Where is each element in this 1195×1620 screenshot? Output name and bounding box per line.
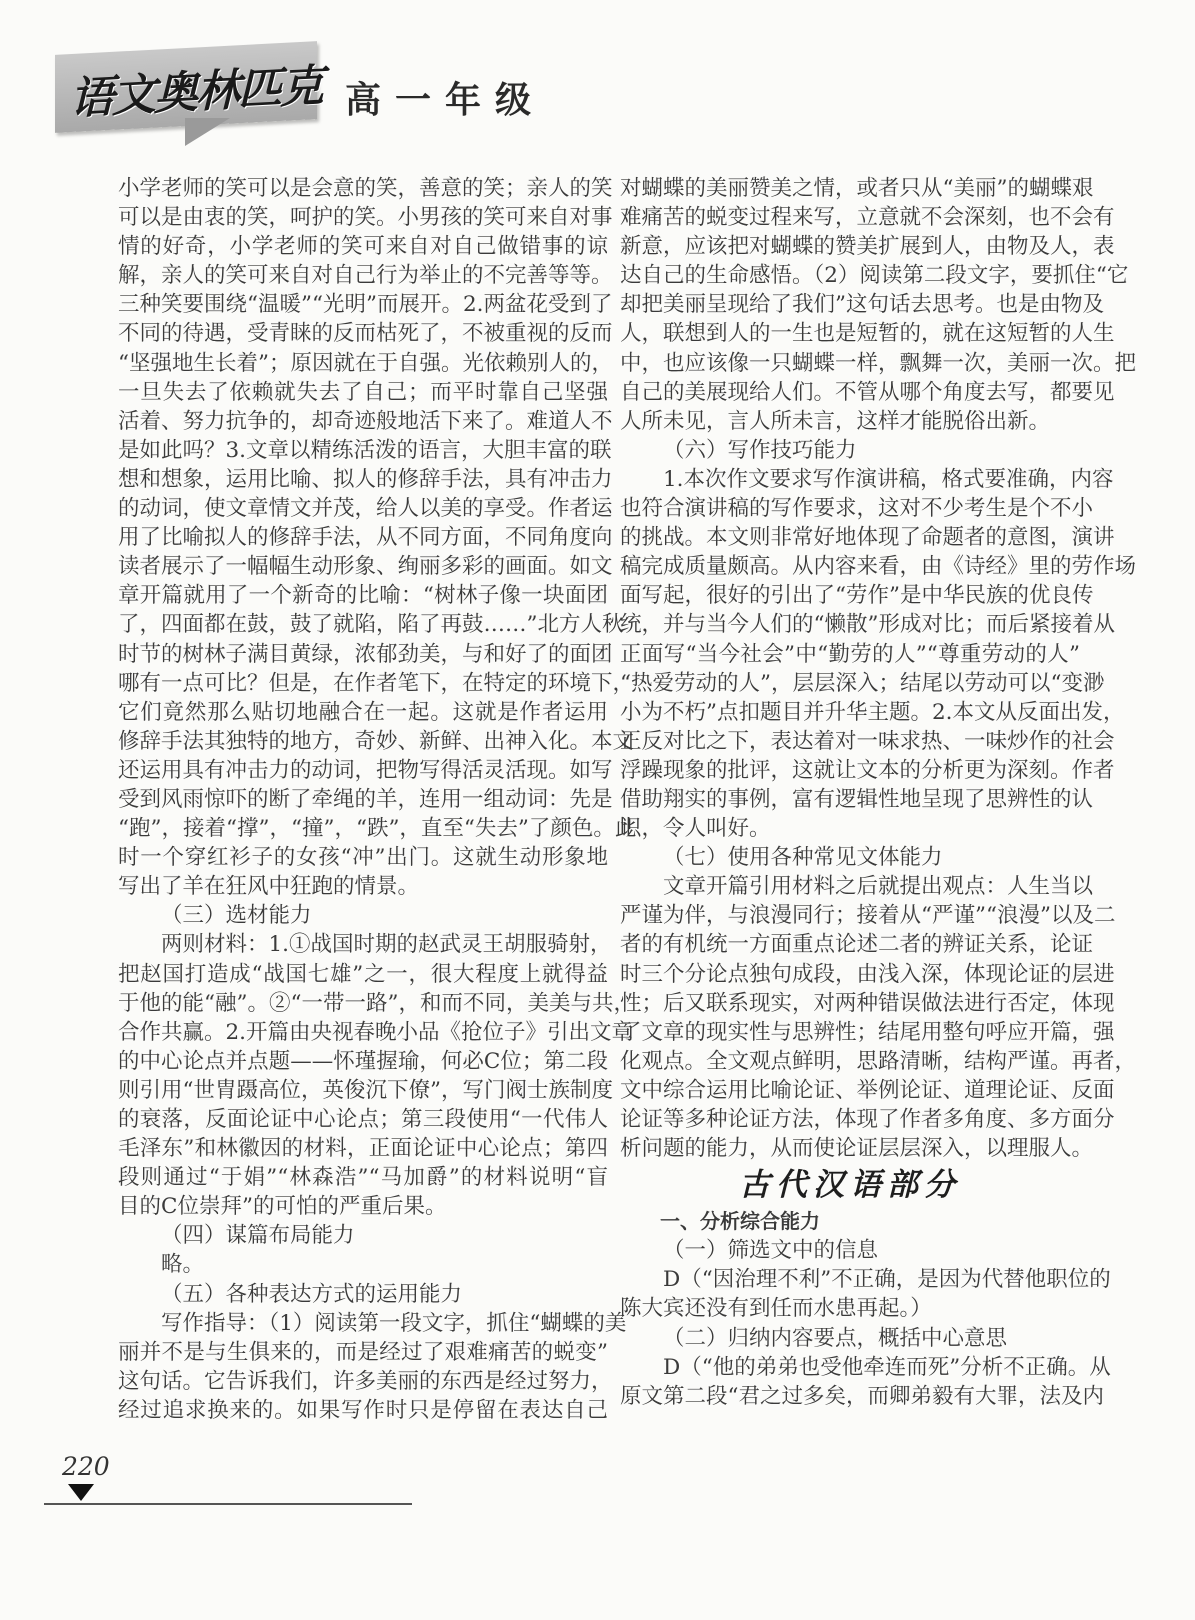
text-line: 面写起，很好的引出了“劳作”是中华民族的优良传	[620, 583, 1094, 609]
text-line: （二）归纳内容要点，概括中心意思	[663, 1325, 1008, 1351]
subheading	[118, 1280, 608, 1309]
text-line: 了，四面都在鼓，鼓了就陷，陷了再鼓……”北方人秋	[118, 612, 624, 638]
text-line: 对蝴蝶的美丽赞美之情，或者只从“美丽”的蝴蝶艰	[620, 176, 1094, 201]
subheading	[620, 436, 1080, 465]
text-line: 则引用“世胄蹑高位，英俊沉下僚”，写门阀士族制度	[118, 1077, 613, 1103]
text-line: 两则材料：1.①战国时期的赵武灵王胡服骑射，	[161, 932, 612, 958]
left-column	[118, 174, 637, 1425]
text-line: 人所未见，言人所未言，这样才能脱俗出新。	[620, 408, 1051, 434]
text-line: 陈大宾还没有到任而水患再起。）	[620, 1296, 932, 1322]
subheading	[118, 1221, 608, 1250]
page-number: 220	[62, 1452, 110, 1481]
paragraph	[620, 872, 1137, 1163]
text-line: 识，令人叫好。	[620, 816, 771, 842]
text-line: 合作共赢。2.开篇由央视春晚小品《抢位子》引出文章	[118, 1019, 634, 1045]
triangle-marker-icon	[68, 1484, 94, 1501]
text-line: 修辞手法其独特的地方，奇妙、新鲜、出神入化。本文	[118, 728, 635, 754]
text-line: 文章开篇引用材料之后就提出观点：人生当以	[663, 874, 1094, 900]
text-line: 严谨为伴，与浪漫同行；接着从“严谨”“浪漫”以及二	[620, 903, 1116, 929]
text-line: D（“因治理不利”不正确，是因为代替他职位的	[663, 1267, 1111, 1293]
footer-rule	[44, 1503, 412, 1505]
text-line: （六）写作技巧能力	[663, 437, 857, 463]
text-line: 不同的待遇，受青睐的反而枯死了，不被重视的反而	[118, 321, 613, 347]
text-line: 1.本次作文要求写作演讲稿，格式要准确，内容	[663, 466, 1114, 492]
text-line: 还运用具有冲击力的动词，把物写得活灵活现。如写	[118, 757, 613, 783]
text-line: “跑”，接着“撑”，“撞”，“跌”，直至“失去”了颜色。此	[118, 816, 637, 842]
subheading	[620, 1324, 1080, 1353]
text-line: 稿完成质量颇高。从内容来看，由《诗经》里的劳作场	[620, 554, 1137, 580]
text-line: 小学老师的笑可以是会意的笑，善意的笑；亲人的笑	[118, 176, 613, 201]
subheading	[620, 1207, 1080, 1236]
text-line: 自己的美展现给人们。不管从哪个角度去写，都要见	[620, 379, 1115, 405]
text-line: 的衰落，反面论证中心论点；第三段使用“一代伟人	[118, 1107, 608, 1132]
text-line: D（“他的弟弟也受他牵连而死”分析不正确。从	[663, 1354, 1111, 1380]
text-line: 解，亲人的笑可来自对自己行为举止的不完善等等。	[118, 263, 613, 289]
text-line: 一旦失去了依赖就失去了自己；而平时靠自己坚强	[118, 379, 608, 405]
text-line: 的中心论点并点题——怀瑾握瑜，何必C位；第二段	[118, 1048, 608, 1074]
section-title: 古代汉语部分	[739, 1167, 961, 1204]
text-line: 经过追求换来的。如果写作时只是停留在表达自己	[118, 1397, 608, 1423]
text-line: 可以是由衷的笑，呵护的笑。小男孩的笑可来自对事	[118, 205, 613, 231]
text-line: 时节的树林子满目黄绿，浓郁劲美，与和好了的面团	[118, 641, 613, 667]
text-line: 化观点。全文观点鲜明，思路清晰，结构严谨。再者，	[620, 1048, 1137, 1074]
series-logo: 语文奥林匹克	[70, 60, 322, 125]
text-line: 却把美丽呈现给了我们”这句话去思考。也是由物及	[620, 292, 1104, 318]
text-line: （五）各种表达方式的运用能力	[161, 1281, 463, 1307]
text-line: 写出了羊在狂风中狂跑的情景。	[118, 874, 420, 900]
text-line: 略。	[161, 1252, 205, 1278]
text-line: 三种笑要围绕“温暖”“光明”而展开。2.两盆花受到了	[118, 292, 613, 318]
text-line: “坚强地生长着”；原因就在于自强。光依赖别人的，	[118, 350, 613, 376]
paragraph	[620, 174, 1137, 436]
text-line: 情的好奇，小学老师的笑可来自对自己做错事的谅	[118, 234, 608, 260]
text-line: “热爱劳动的人”，层层深入；结尾以劳动可以“变渺	[620, 670, 1105, 696]
text-line: 毛泽东”和林徽因的材料，正面论证中心论点；第四	[118, 1136, 608, 1162]
text-line: 时一个穿红衫子的女孩“冲”出门。这就生动形象地	[118, 845, 608, 871]
text-line: 是如此吗？3.文章以精练活泼的语言，大胆丰富的联	[118, 437, 612, 463]
text-line: 写作指导：（1）阅读第一段文字，抓住“蝴蝶的美	[161, 1310, 627, 1336]
subheading	[118, 901, 608, 930]
text-line: 统，并与当今人们的“懒散”形成对比；而后紧接着从	[620, 612, 1115, 638]
subheading	[118, 1250, 608, 1279]
text-line: （四）谋篇布局能力	[161, 1223, 355, 1249]
text-line: 者的有机统一方面重点论述二者的辨证关系，论证	[620, 932, 1094, 958]
subheading	[620, 1236, 1080, 1265]
text-line: 用了比喻拟人的修辞手法，从不同方面，不同角度向	[118, 525, 613, 551]
text-line: 也符合演讲稿的写作要求，这对不少考生是个不小	[620, 496, 1094, 522]
text-line: 读者展示了一幅幅生动形象、绚丽多彩的画面。如文	[118, 554, 613, 580]
text-line: 把赵国打造成“战国七雄”之一，很大程度上就得益	[118, 961, 608, 987]
text-line: 达自己的生命感悟。（2）阅读第二段文字，要抓住“它	[620, 263, 1129, 289]
subheading	[620, 843, 1080, 872]
paragraph	[118, 174, 637, 901]
paragraph	[620, 465, 1137, 843]
header-banner-tail	[185, 118, 230, 146]
text-line: 人，联想到人的一生也是短暂的，就在这短暂的人生	[620, 321, 1115, 347]
text-line: 性；后又联系现实，对两种错误做法进行否定，体现	[620, 990, 1115, 1016]
paragraph	[620, 1265, 1111, 1323]
text-line: 析问题的能力，从而使论证层层深入，以理服人。	[620, 1136, 1094, 1162]
text-line: 的挑战。本文则非常好地体现了命题者的意图，演讲	[620, 525, 1115, 551]
text-line: 这句话。它告诉我们，许多美丽的东西是经过努力，	[118, 1368, 613, 1394]
text-line: 原文第二段“君之过多矣，而卿弟毅有大罪，法及内	[620, 1383, 1104, 1409]
text-line: （七）使用各种常见文体能力	[663, 845, 943, 871]
text-line: 小为不朽”点扣题目并升华主题。2.本文从反面出发，	[620, 699, 1125, 725]
text-line: 借助翔实的事例，富有逻辑性地呈现了思辨性的认	[620, 786, 1094, 812]
text-line: 新意，应该把对蝴蝶的赞美扩展到人，由物及人，表	[620, 234, 1115, 260]
text-line: 正反对比之下，表达着对一味求热、一味炒作的社会	[620, 728, 1115, 754]
text-line: 受到风雨惊吓的断了牵绳的羊，连用一组动词：先是	[118, 786, 613, 812]
text-line: 段则通过“于娟”“林森浩”“马加爵”的材料说明“盲	[118, 1165, 608, 1191]
paragraph	[118, 1309, 627, 1425]
text-line: 一、分析综合能力	[660, 1209, 820, 1234]
paragraph	[118, 930, 635, 1221]
text-line: 论证等多种论证方法，体现了作者多角度、多方面分	[620, 1107, 1115, 1132]
text-line: 时三个分论点独句成段，由浅入深，体现论证的层进	[620, 961, 1115, 987]
text-line: 了文章的现实性与思辨性；结尾用整句呼应开篇，强	[620, 1019, 1115, 1045]
text-line: 它们竟然那么贴切地融合在一起。这就是作者运用	[118, 699, 608, 725]
text-line: 想和想象，运用比喻、拟人的修辞手法，具有冲击力	[118, 466, 613, 492]
text-line: 浮躁现象的批评，这就让文本的分析更为深刻。作者	[620, 757, 1115, 783]
text-line: 的动词，使文章情文并茂，给人以美的享受。作者运	[118, 496, 613, 522]
paragraph	[620, 1353, 1111, 1411]
text-line: 正面写“当今社会”中“勤劳的人”“尊重劳动的人”	[620, 641, 1080, 667]
text-line: 活着、努力抗争的，却奇迹般地活下来了。难道人不	[118, 408, 613, 434]
text-line: 丽并不是与生俱来的，而是经过了艰难痛苦的蜕变”	[118, 1339, 608, 1365]
right-column	[620, 174, 1137, 1411]
text-line: 目的C位崇拜”的可怕的严重后果。	[118, 1194, 447, 1220]
text-line: 难痛苦的蜕变过程来写，立意就不会深刻，也不会有	[620, 205, 1115, 231]
text-line: 哪有一点可比？但是，在作者笔下，在特定的环境下，	[118, 670, 635, 696]
text-line: 文中综合运用比喻论证、举例论证、道理论证、反面	[620, 1077, 1115, 1103]
text-line: （一）筛选文中的信息	[663, 1238, 879, 1264]
grade-title: 高一年级	[345, 80, 546, 121]
text-line: （三）选材能力	[161, 903, 312, 929]
text-line: 中，也应该像一只蝴蝶一样，飘舞一次，美丽一次。把	[620, 350, 1137, 376]
text-line: 于他的能“融”。②“一带一路”，和而不同，美美与共，	[118, 990, 635, 1016]
text-line: 章开篇就用了一个新奇的比喻：“树林子像一块面团	[118, 583, 608, 609]
